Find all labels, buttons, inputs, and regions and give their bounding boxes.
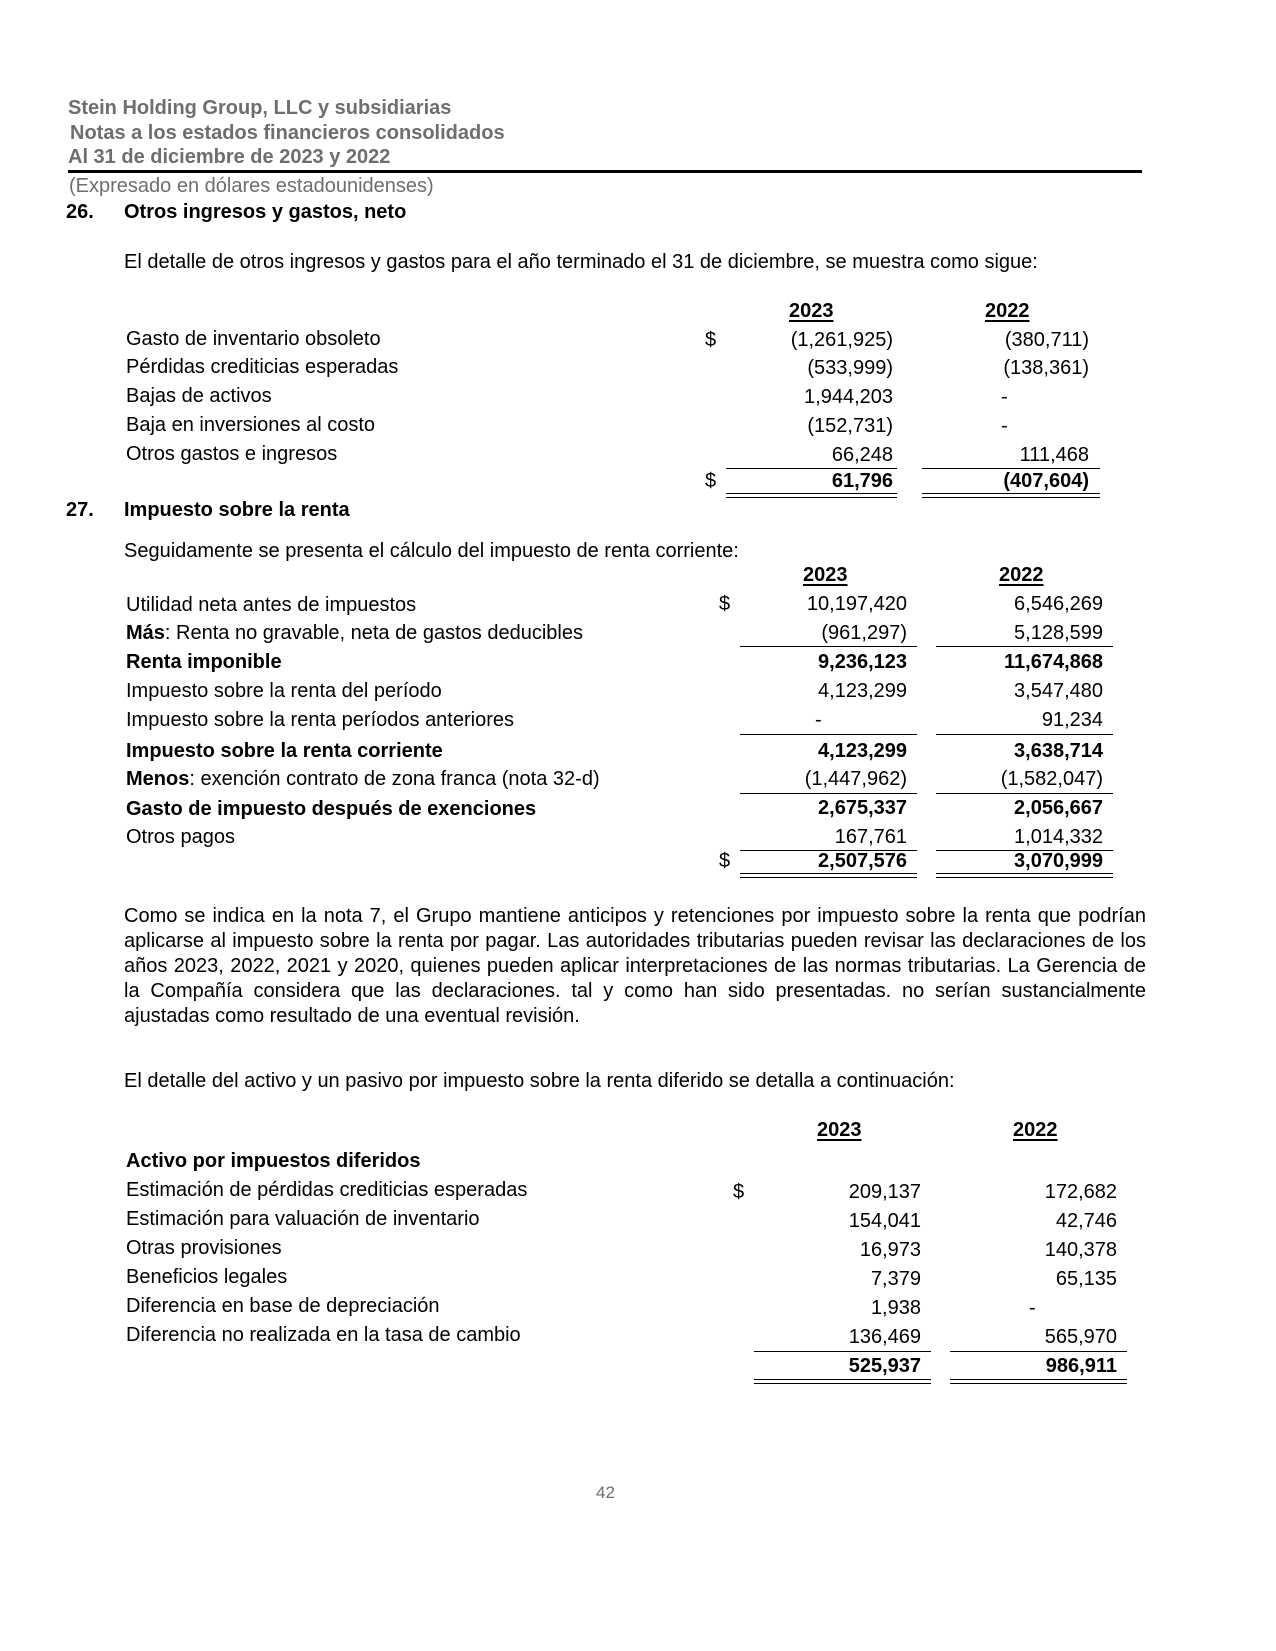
subtotal-rule [936,793,1113,794]
row-label: Beneficios legales [126,1266,288,1288]
value-2022: 565,970 [1044,1326,1117,1348]
value-2022: - [1001,386,1008,408]
value-2023: 167,761 [834,826,907,848]
value-2022: 11,674,868 [1004,651,1103,673]
row-label-text: : exención contrato de zona franca (nota 32-d) [189,768,600,790]
total-double-rule [754,1379,931,1384]
value-2023: 4,123,299 [818,740,907,762]
value-2022: 111,468 [1019,444,1089,466]
note-27-title: Impuesto sobre la renta [124,499,350,521]
value-2023: (961,297) [821,622,907,644]
subtotal-rule [936,646,1113,647]
value-2023: (1,447,962) [804,768,907,790]
value-2022: 1,014,332 [1014,826,1103,848]
total-2023: 525,937 [848,1355,921,1377]
row-label-prefix: Más [126,622,165,644]
currency-symbol: $ [733,1181,745,1203]
value-2023: 154,041 [848,1210,921,1232]
value-2023: 16,973 [859,1239,921,1261]
document-title: Notas a los estados financieros consolidados [70,122,505,144]
deferred-year-2023: 2023 [817,1119,862,1141]
row-label: Estimación de pérdidas crediticias esperadas [126,1179,528,1201]
currency-note: (Expresado en dólares estadounidenses) [69,175,434,197]
note-27-year-2023: 2023 [803,564,848,586]
row-label: Impuesto sobre la renta períodos anteriores [126,709,514,731]
row-label [126,622,583,645]
total-2022: 3,070,999 [1014,850,1103,872]
value-2022: (1,582,047) [1000,768,1103,790]
value-2023: - [815,709,822,731]
deferred-tax-intro: El detalle del activo y un pasivo por impuesto sobre la renta diferido se detalla a continuación: [124,1070,955,1092]
value-2023: 136,469 [848,1326,921,1348]
row-label-text: : Renta no gravable, neta de gastos deducibles [164,622,583,644]
value-2022: 172,682 [1044,1181,1117,1203]
row-label: Diferencia no realizada en la tasa de cambio [126,1324,521,1346]
currency-symbol: $ [705,329,717,351]
value-2023: 1,938 [870,1297,921,1319]
value-2022: 3,547,480 [1014,680,1103,702]
subtotal-rule [950,1351,1127,1352]
row-label: Impuesto sobre la renta del período [126,680,442,702]
value-2023: 209,137 [848,1181,921,1203]
value-2023: 7,379 [870,1268,921,1290]
note-26-year-2023: 2023 [789,300,834,322]
value-2022: 42,746 [1055,1210,1117,1232]
value-2022: 140,378 [1044,1239,1117,1261]
row-label: Gasto de impuesto después de exenciones [126,798,537,820]
total-double-rule [950,1379,1127,1384]
subtotal-rule [740,793,917,794]
row-label: Baja en inversiones al costo [126,414,376,436]
total-2023: 61,796 [831,470,893,492]
subtotal-rule [922,468,1100,469]
value-2023: (1,261,925) [790,329,893,351]
value-2023: 1,944,203 [804,386,893,408]
value-2023: 4,123,299 [818,680,907,702]
row-label: Renta imponible [126,651,282,673]
value-2023: 2,675,337 [818,797,907,819]
total-2022: 986,911 [1045,1355,1117,1377]
note-27-paragraph: Como se indica en la nota 7, el Grupo mantiene anticipos y retenciones por impuesto sobre la renta que podrían aplicarse al impuesto sobre la renta por pagar. Las autoridades tributarias pueden revisar las declaraciones de los años 2023, 2022, 2021 y 2020, quienes pueden aplicar interpretaciones de las normas tributarias. La Gerencia de la Compañía considera que las declaraciones. tal y como han sido presentadas. no serían sustancialmente ajustadas como resultado de una eventual revisión. [124,905,1146,1027]
value-2022: (380,711) [1004,329,1089,351]
value-2022: 2,056,667 [1014,797,1103,819]
currency-symbol: $ [719,850,731,872]
note-26-year-2022: 2022 [985,300,1030,322]
value-2022: - [1029,1297,1036,1319]
row-label: Gasto de inventario obsoleto [126,328,381,350]
value-2023: 66,248 [831,444,893,466]
currency-symbol: $ [705,470,717,492]
value-2023: (533,999) [807,357,893,379]
row-label: Otras provisiones [126,1237,282,1259]
note-26-intro: El detalle de otros ingresos y gastos para el año terminado el 31 de diciembre, se muestra como sigue: [124,251,1038,273]
note-26-title: Otros ingresos y gastos, neto [124,201,407,223]
total-2023: 2,507,576 [818,850,907,872]
currency-symbol: $ [719,593,731,615]
note-27-year-2022: 2022 [999,564,1044,586]
value-2022: 65,135 [1055,1268,1117,1290]
deferred-year-2022: 2022 [1013,1119,1058,1141]
row-label [126,768,600,791]
total-double-rule [726,493,897,498]
subtotal-rule [740,734,917,735]
row-label: Otros pagos [126,826,235,848]
row-label: Diferencia en base de depreciación [126,1295,440,1317]
row-label-prefix: Menos [126,768,190,790]
total-double-rule [740,873,917,878]
company-name: Stein Holding Group, LLC y subsidiarias [68,97,452,119]
page-number: 42 [596,1483,615,1502]
value-2022: (138,361) [1003,357,1089,379]
total-double-rule [922,493,1100,498]
value-2022: 3,638,714 [1014,740,1103,762]
header-divider [68,170,1142,173]
row-label: Estimación para valuación de inventario [126,1208,480,1230]
note-26-number: 26. [66,201,94,223]
value-2023: 10,197,420 [806,593,907,615]
deferred-heading: Activo por impuestos diferidos [126,1150,421,1172]
value-2022: 6,546,269 [1014,593,1103,615]
subtotal-rule [740,646,917,647]
note-27-intro: Seguidamente se presenta el cálculo del impuesto de renta corriente: [124,540,739,562]
report-period: Al 31 de diciembre de 2023 y 2022 [68,146,391,168]
subtotal-rule [936,734,1113,735]
note-27-number: 27. [66,499,94,521]
total-2022: (407,604) [1003,470,1089,492]
value-2022: 5,128,599 [1014,622,1103,644]
value-2023: (152,731) [807,415,893,437]
value-2022: - [1001,415,1008,437]
total-double-rule [936,873,1113,878]
subtotal-rule [754,1351,931,1352]
row-label: Utilidad neta antes de impuestos [126,594,417,616]
row-label: Pérdidas crediticias esperadas [126,356,399,378]
row-label: Bajas de activos [126,385,272,407]
subtotal-rule [726,468,897,469]
value-2023: 9,236,123 [818,651,907,673]
value-2022: 91,234 [1041,709,1103,731]
row-label: Impuesto sobre la renta corriente [126,740,443,762]
row-label: Otros gastos e ingresos [126,443,338,465]
